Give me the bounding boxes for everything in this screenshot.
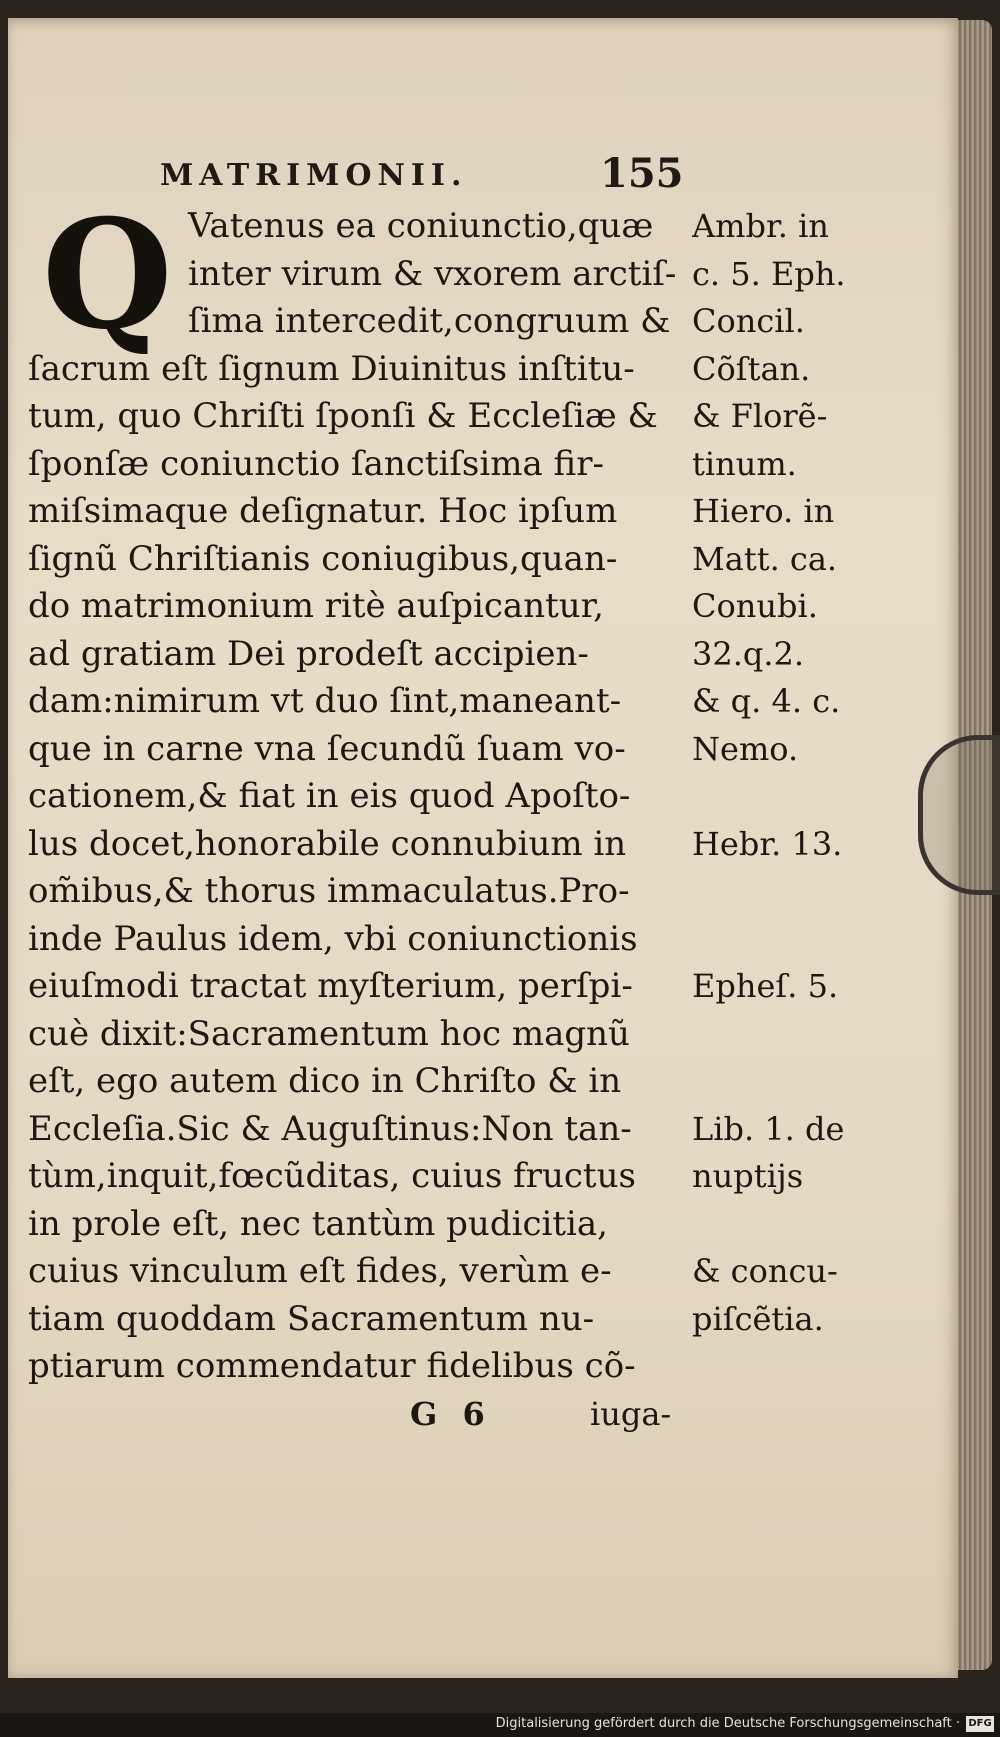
text-line: ſima intercedit,congruum & (188, 301, 671, 341)
text-line: Vatenus ea coniunctio,quæ (188, 206, 654, 246)
margin-note: Hiero. in (692, 492, 835, 530)
main-text (28, 203, 708, 1391)
margin-note: Cõſtan. (692, 349, 811, 388)
margin-note: Conubi. (692, 587, 818, 625)
text-line: dam:nimirum vt duo ſint,maneant- (28, 681, 622, 721)
margin-note: nuptijs (692, 1157, 804, 1195)
text-line: eſt, ego autem dico in Chriſto & in (28, 1061, 622, 1101)
margin-note: 32.q.2. (692, 634, 805, 673)
page-number: 155 (600, 150, 684, 197)
text-line: ſacrum eſt ſignum Diuinitus inſtitu- (28, 348, 635, 389)
text-line: miſsimaque deſignatur. Hoc ipſum (28, 491, 618, 531)
text-line: cationem,& fiat in eis quod Apoſto- (28, 776, 631, 816)
text-line: que in carne vna ſecundũ ſuam vo- (28, 728, 626, 769)
text-line: inde Paulus idem, vbi coniunctionis (28, 918, 638, 959)
margin-note: Ambr. in (692, 207, 829, 245)
text-line: do matrimonium ritè auſpicantur, (28, 586, 604, 626)
margin-note: Nemo. (692, 729, 799, 768)
text-line: tiam quoddam Sacramentum nu- (28, 1298, 595, 1339)
text-line: cuè dixit:Sacramentum hoc magnũ (28, 1013, 630, 1054)
dfg-logo: DFG (966, 1716, 994, 1732)
margin-note: & Florẽ- (692, 397, 828, 435)
page-header (150, 150, 710, 200)
margin-notes (692, 203, 902, 1391)
text-line: ſponſæ coniunctio ſanctiſsima fir- (28, 443, 604, 484)
margin-note: Matt. ca. (692, 539, 838, 578)
margin-note: Hebr. 13. (692, 824, 843, 863)
margin-note (692, 868, 902, 916)
page-clip (918, 735, 1000, 895)
text-line: Eccleſia.Sic & Auguſtinus:Non tan- (28, 1108, 632, 1149)
catchword: iuga- (590, 1395, 672, 1433)
margin-note: c. 5. Eph. (692, 254, 846, 293)
text-line: ad gratiam Dei prodeſt accipien- (28, 633, 589, 674)
margin-note: Concil. (692, 302, 805, 340)
margin-note (692, 916, 902, 964)
text-line: tùm,inquit,fœcũditas, cuius fructus (28, 1156, 636, 1196)
text-line: eiuſmodi tractat myſterium, perſpi- (28, 966, 633, 1006)
text-line: inter virum & vxorem arctiſ- (188, 253, 677, 294)
text-line: ptiarum commendatur fidelibus cõ- (28, 1346, 636, 1386)
page-footer (400, 1395, 730, 1445)
text-line: in prole eſt, nec tantùm pudicitia, (28, 1203, 608, 1244)
text-line: cuius vinculum eſt fides, verùm e- (28, 1251, 612, 1291)
text-line: lus docet,honorabile connubium in (28, 823, 627, 864)
margin-note: piſcẽtia. (692, 1299, 824, 1338)
margin-note: tinum. (692, 444, 797, 483)
margin-note: & q. 4. c. (692, 682, 841, 720)
margin-note: Lib. 1. de (692, 1109, 845, 1148)
margin-note (692, 1011, 902, 1059)
margin-note (692, 773, 902, 821)
text-line: tum, quo Chriſti ſponſi & Eccleſiæ & (28, 396, 658, 436)
decorated-initial: Q (42, 187, 173, 363)
running-title: MATRIMONII. (160, 158, 468, 193)
margin-note (692, 1201, 902, 1249)
digitization-note: Digitalisierung gefördert durch die Deutsche Forschungsgemeinschaft · (495, 1716, 960, 1731)
digitization-bar (0, 1713, 1000, 1737)
margin-note: & concu- (692, 1252, 838, 1290)
text-line: ſignũ Chriſtianis coniugibus,quan- (28, 538, 618, 579)
margin-note: Epheſ. 5. (692, 967, 839, 1005)
margin-note (692, 1343, 902, 1391)
text-line: om̃ibus,& thorus immaculatus.Pro- (28, 871, 630, 911)
signature-mark: G 6 (410, 1395, 485, 1433)
margin-note (692, 1058, 902, 1106)
